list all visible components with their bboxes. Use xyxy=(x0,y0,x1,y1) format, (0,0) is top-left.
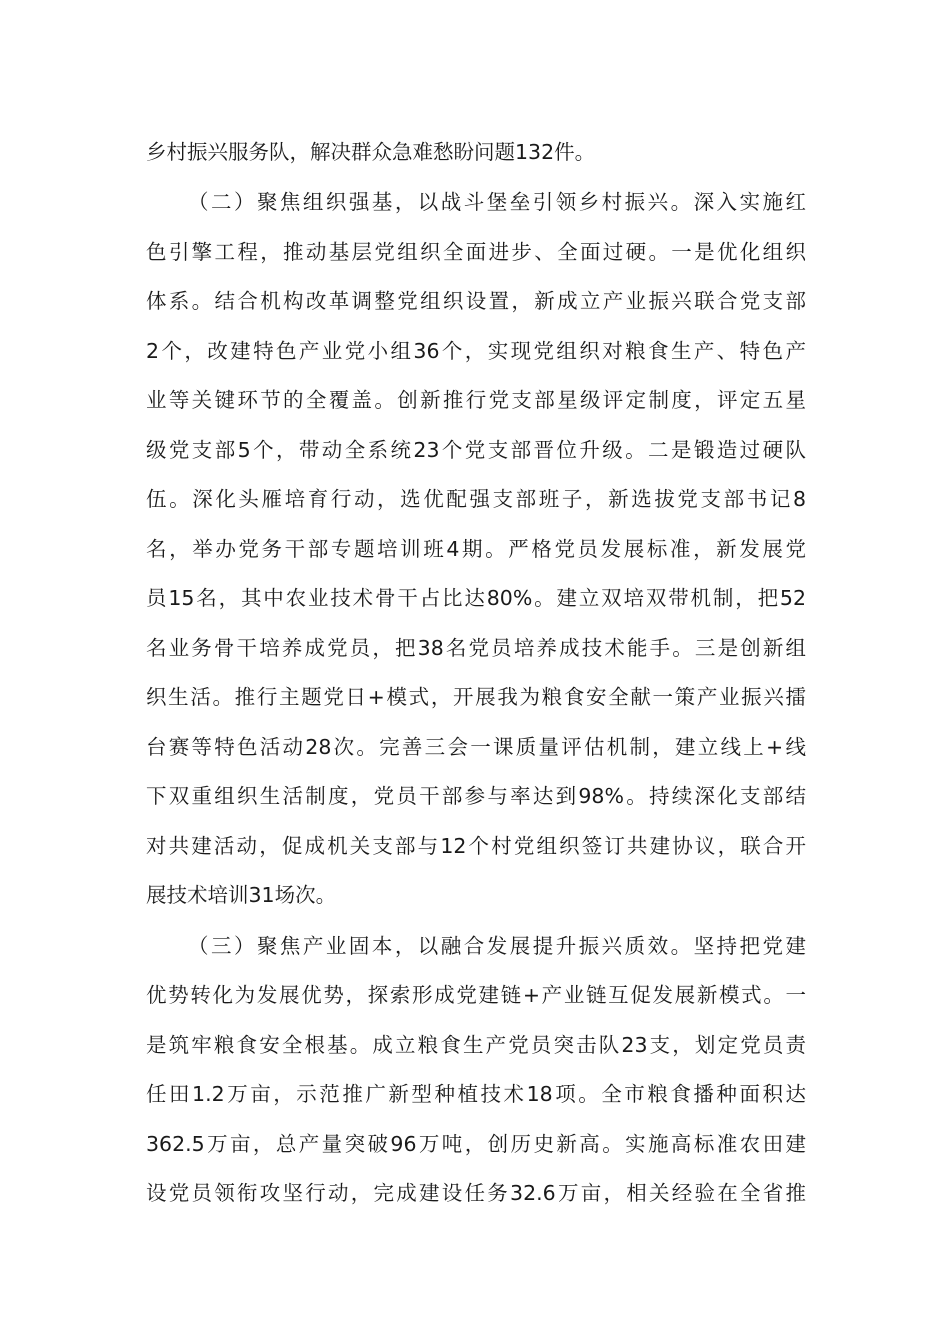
paragraph-line: 色引擎工程，推动基层党组织全面进步、全面过硬。一是优化组织 xyxy=(146,240,806,264)
paragraph-line: 2个，改建特色产业党小组36个，实现党组织对粮食生产、特色产 xyxy=(146,339,806,363)
paragraph-line: 名，举办党务干部专题培训班4期。严格党员发展标准，新发展党 xyxy=(146,537,806,561)
paragraph-line: （三）聚焦产业固本，以融合发展提升振兴质效。坚持把党建 xyxy=(188,934,806,958)
paragraph-line: 体系。结合机构改革调整党组织设置，新成立产业振兴联合党支部 xyxy=(146,289,806,313)
paragraph-line: （二）聚焦组织强基，以战斗堡垒引领乡村振兴。深入实施红 xyxy=(188,190,806,214)
paragraph-line: 展技术培训31场次。 xyxy=(146,883,337,907)
paragraph-line: 伍。深化头雁培育行动，选优配强支部班子，新选拔党支部书记8 xyxy=(146,487,806,511)
paragraph-line: 下双重组织生活制度，党员干部参与率达到98%。持续深化支部结 xyxy=(146,784,806,808)
paragraph-line: 任田1.2万亩，示范推广新型种植技术18项。全市粮食播种面积达 xyxy=(146,1082,806,1106)
paragraph-line: 名业务骨干培养成党员，把38名党员培养成技术能手。三是创新组 xyxy=(146,636,806,660)
paragraph-line: 362.5万亩，总产量突破96万吨，创历史新高。实施高标准农田建 xyxy=(146,1132,806,1156)
paragraph-line: 乡村振兴服务队，解决群众急难愁盼问题132件。 xyxy=(146,140,596,164)
paragraph-line: 对共建活动，促成机关支部与12个村党组织签订共建协议，联合开 xyxy=(146,834,806,858)
paragraph-line: 织生活。推行主题党日+模式，开展我为粮食安全献一策产业振兴擂 xyxy=(146,685,806,709)
paragraph-line: 员15名，其中农业技术骨干占比达80%。建立双培双带机制，把52 xyxy=(146,586,806,610)
paragraph-line: 级党支部5个，带动全系统23个党支部晋位升级。二是锻造过硬队 xyxy=(146,438,806,462)
paragraph-line: 台赛等特色活动28次。完善三会一课质量评估机制，建立线上+线 xyxy=(146,735,806,759)
paragraph-line: 优势转化为发展优势，探索形成党建链+产业链互促发展新模式。一 xyxy=(146,983,806,1007)
paragraph-line: 业等关键环节的全覆盖。创新推行党支部星级评定制度，评定五星 xyxy=(146,388,806,412)
paragraph-line: 设党员领衔攻坚行动，完成建设任务32.6万亩，相关经验在全省推 xyxy=(146,1181,806,1205)
paragraph-line: 是筑牢粮食安全根基。成立粮食生产党员突击队23支，划定党员责 xyxy=(146,1033,806,1057)
